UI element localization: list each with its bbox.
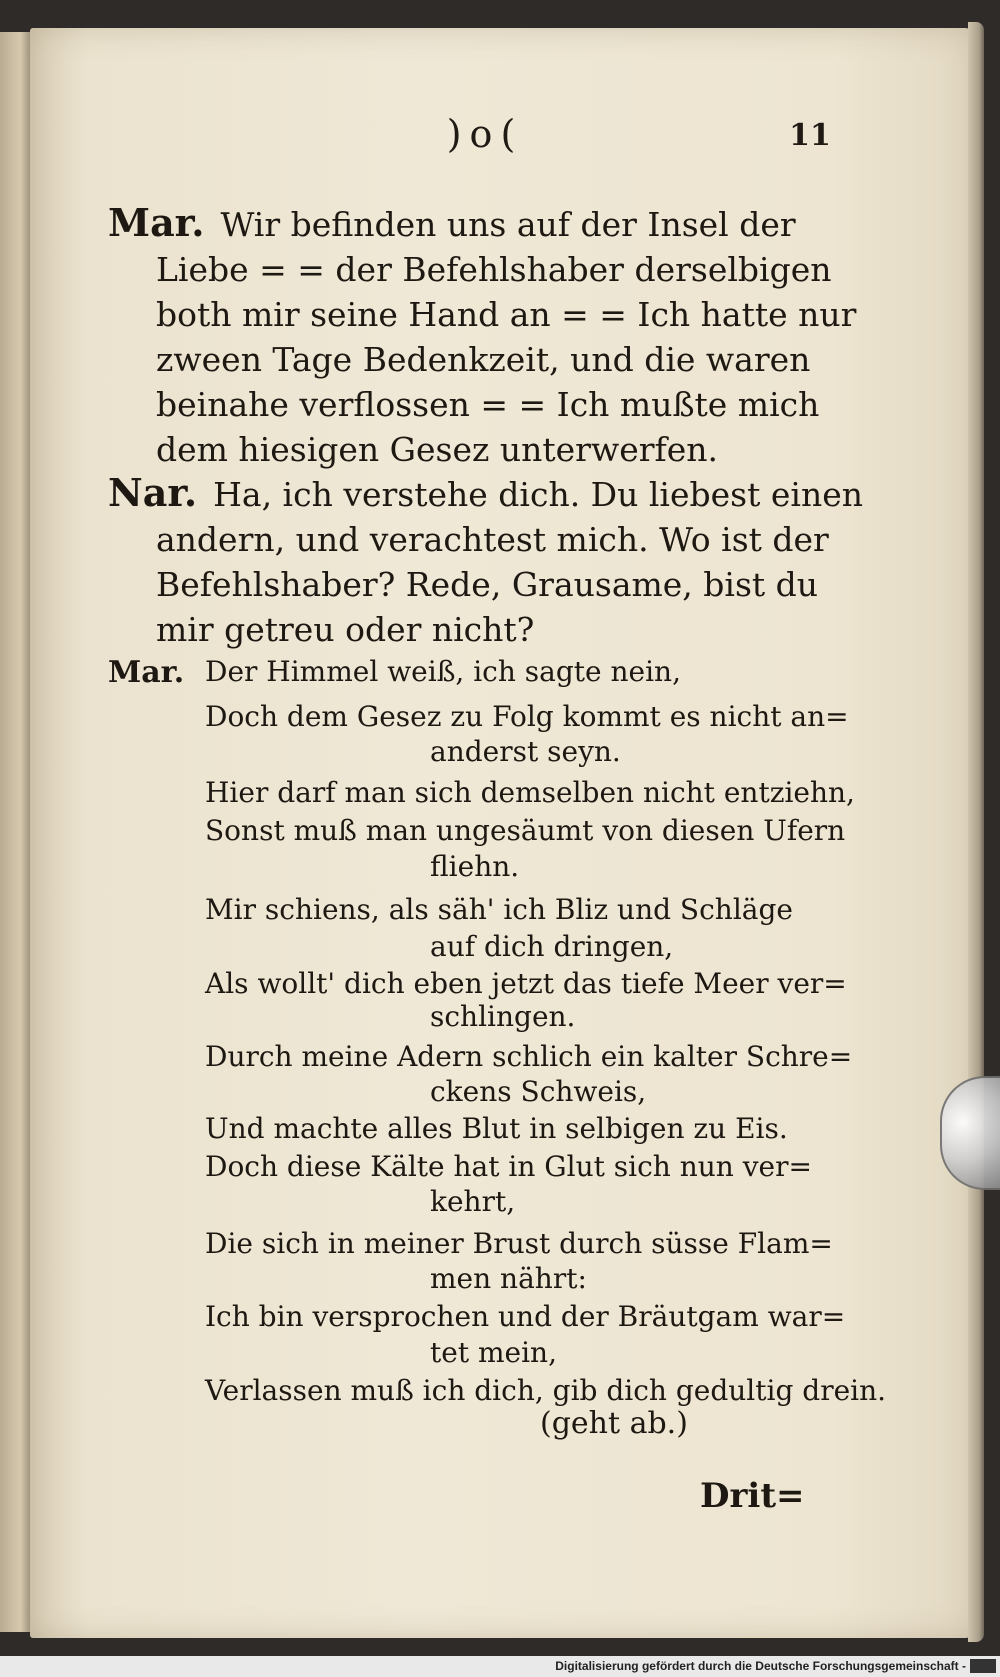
verse-line: Die sich in meiner Brust durch süsse Flam= xyxy=(205,1227,833,1260)
prose-text: Wir befinden uns auf der Insel der Liebe = = der Befehlshaber derselbigen both mir seine Hand an = = Ich hatte nur zween Tage Bedenkzeit, und die waren beinahe verflossen = = Ich mußte mich dem hiesigen Gesez unterwerfen. xyxy=(156,205,857,469)
verse-line: Mir schiens, als säh' ich Bliz und Schläge xyxy=(205,893,793,926)
verse-line-continuation: anderst seyn. xyxy=(430,735,621,768)
page-number: 11 xyxy=(789,118,831,153)
prose-paragraph xyxy=(108,470,886,652)
verse-line: Sonst muß man ungesäumt von diesen Ufern xyxy=(205,814,846,847)
prose-text: Ha, ich verstehe dich. Du liebest einen andern, und verachtest mich. Wo ist der Befehlshaber? Rede, Grausame, bist du mir getreu oder nicht? xyxy=(156,475,863,649)
dfg-logo xyxy=(970,1659,996,1673)
verse-line: Ich bin versprochen und der Bräutgam war= xyxy=(205,1300,846,1333)
verse-line: Als wollt' dich eben jetzt das tiefe Meer ver= xyxy=(205,967,847,1000)
verse-line-continuation: tet mein, xyxy=(430,1336,557,1369)
header-ornament: )o( xyxy=(446,112,524,156)
verse-line: Doch dem Gesez zu Folg kommt es nicht an= xyxy=(205,700,849,733)
footer-credit: Digitalisierung gefördert durch die Deutsche Forschungsgemeinschaft - xyxy=(555,1659,966,1673)
verse-speaker-name: Mar. xyxy=(108,655,185,690)
stage-direction: (geht ab.) xyxy=(540,1406,688,1441)
verse-line-continuation: men nährt: xyxy=(430,1262,587,1295)
verse-line: Hier darf man sich demselben nicht entziehn, xyxy=(205,776,855,809)
verse-line: Der Himmel weiß, ich sagte nein, xyxy=(205,655,681,688)
verse-line: Doch diese Kälte hat in Glut sich nun ver= xyxy=(205,1150,812,1183)
verse-line: Durch meine Adern schlich ein kalter Schre= xyxy=(205,1040,853,1073)
speaker-name: Mar. xyxy=(108,200,205,245)
verse-line-continuation: fliehn. xyxy=(430,850,520,883)
verse-line-continuation: schlingen. xyxy=(430,1000,576,1033)
clip-icon xyxy=(940,1076,1000,1190)
speaker-name: Nar. xyxy=(108,470,198,515)
catchword: Drit= xyxy=(700,1476,805,1516)
verse-line-continuation: ckens Schweis, xyxy=(430,1075,647,1108)
verse-line-continuation: auf dich dringen, xyxy=(430,930,674,963)
verse-line: Verlassen muß ich dich, gib dich gedultig drein. xyxy=(205,1374,887,1407)
verse-line-continuation: kehrt, xyxy=(430,1185,516,1218)
verse-line: Und machte alles Blut in selbigen zu Eis. xyxy=(205,1112,788,1145)
right-page-edge xyxy=(968,22,984,1642)
prose-paragraph xyxy=(108,200,886,472)
left-page-edge xyxy=(0,32,34,1632)
